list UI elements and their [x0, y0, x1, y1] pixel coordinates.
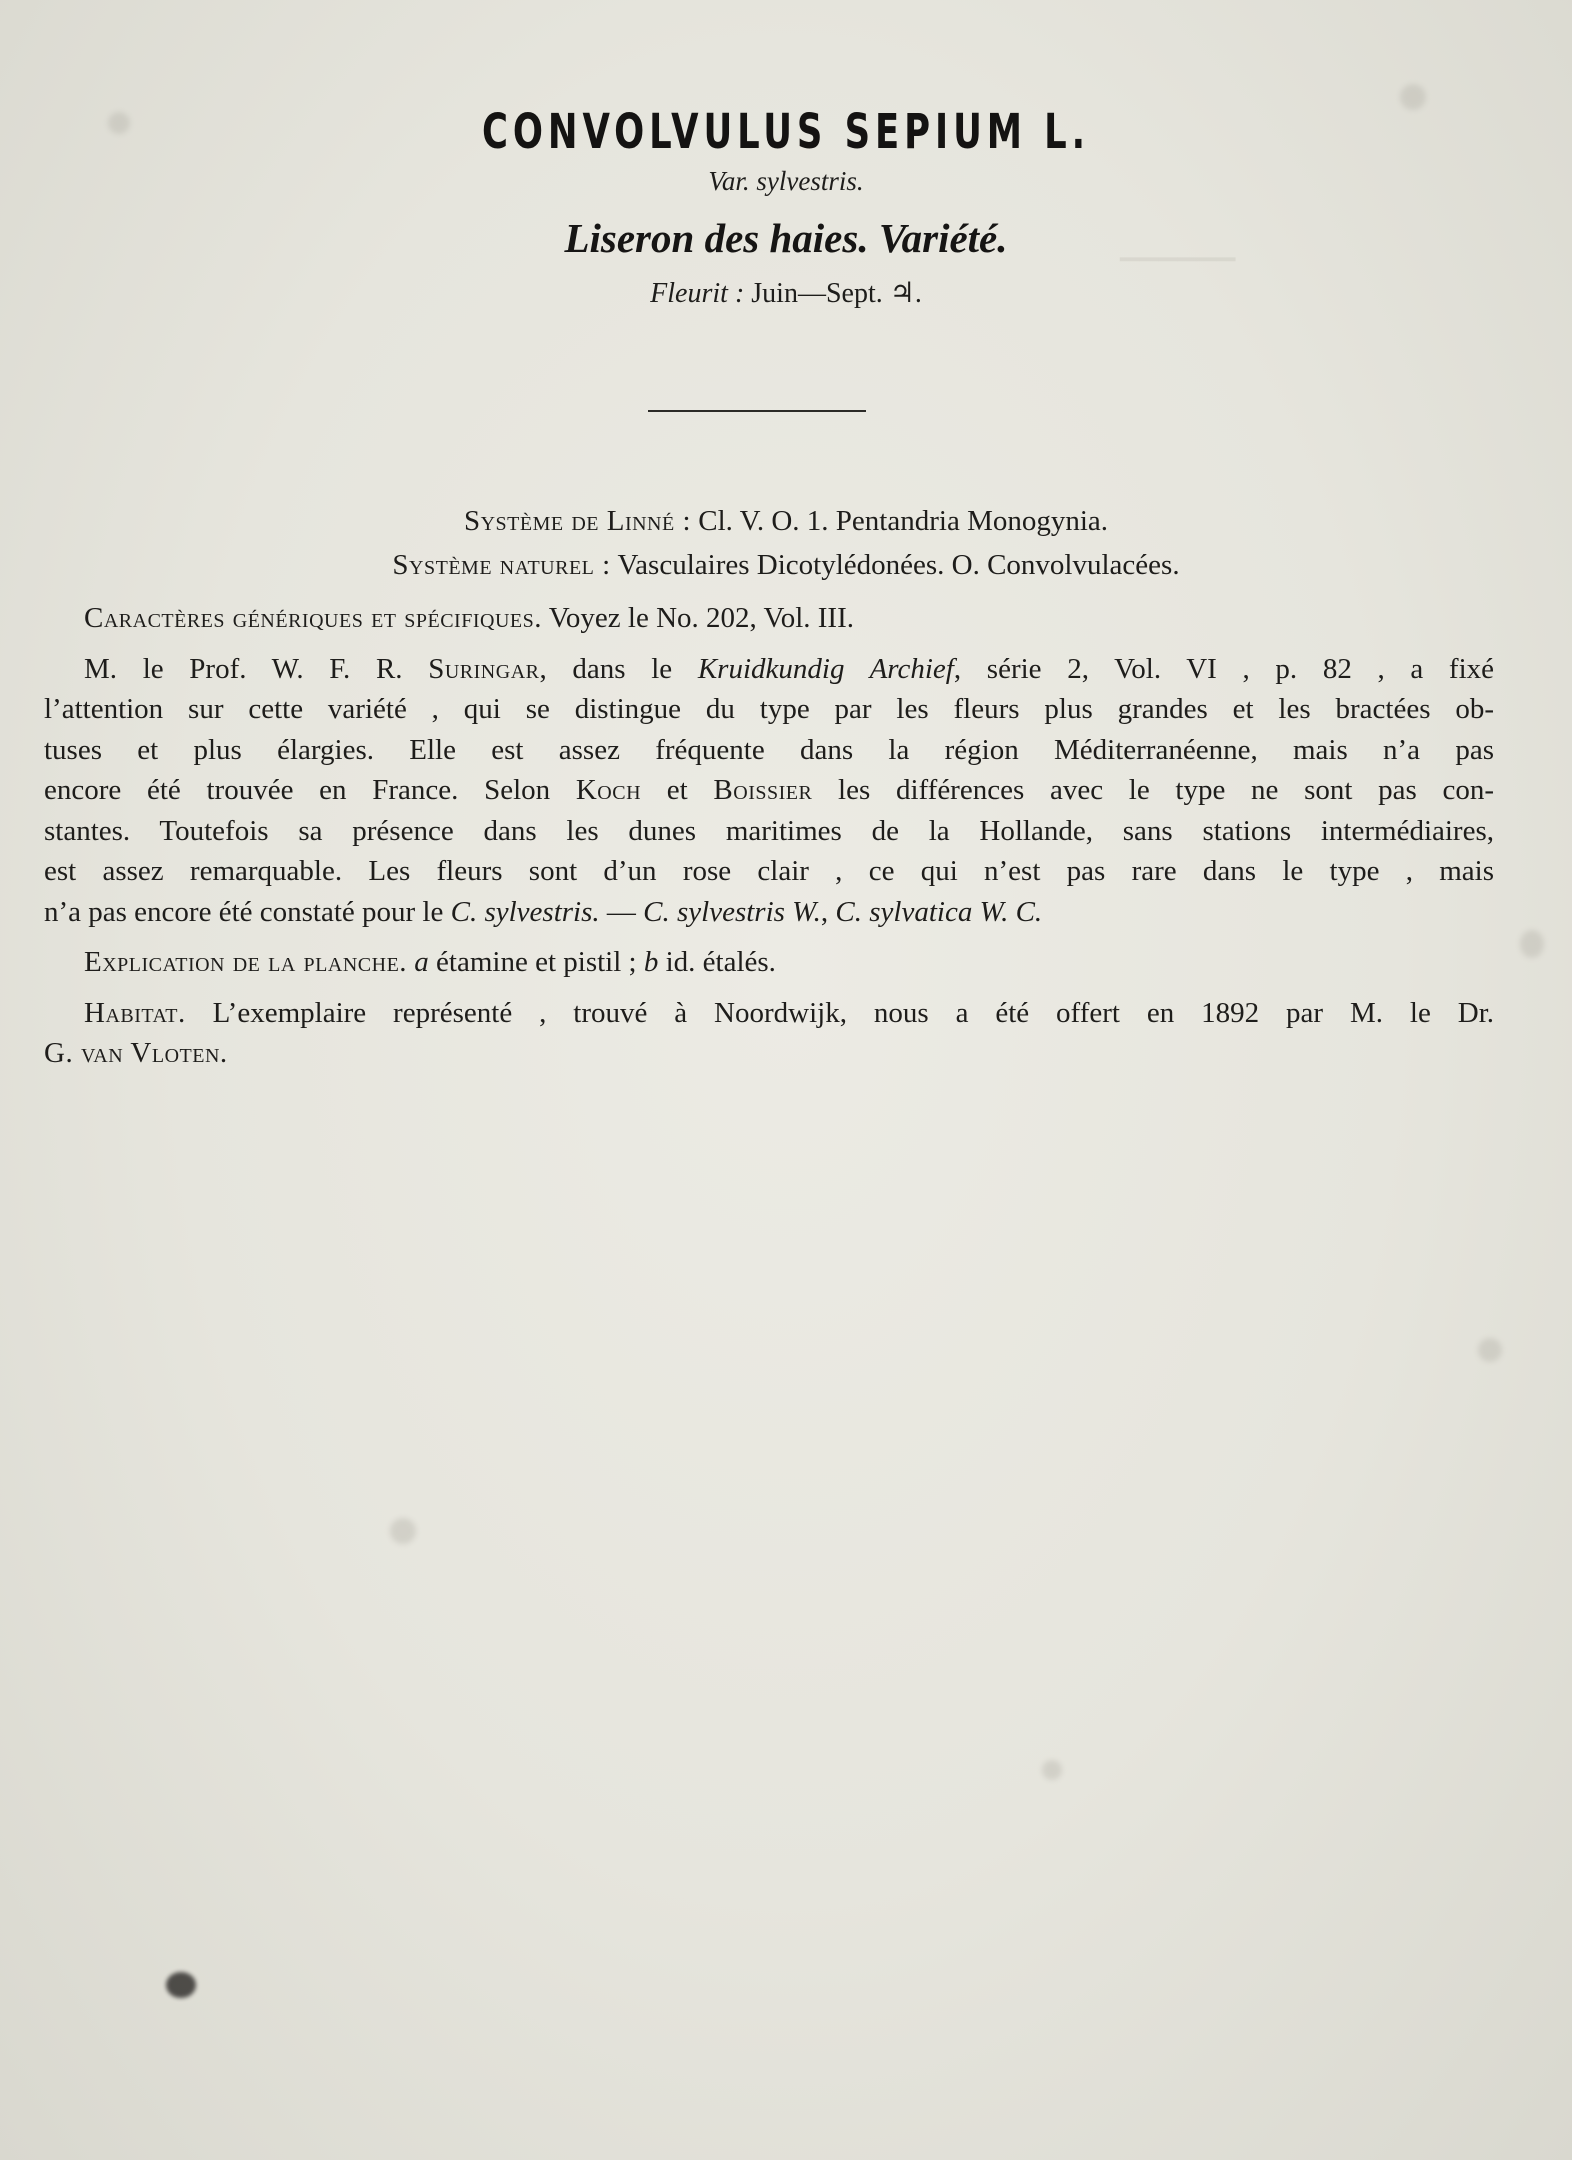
bleed-through: ▁▁▁▁▁▁ [1120, 234, 1236, 261]
text-run: , série 2, Vol. VI , p. 82 , a fixé [953, 652, 1495, 685]
caracteres-paragraph [44, 598, 1494, 639]
linne-label: Système de Linné : [463, 505, 692, 537]
text-run: — [606, 895, 636, 928]
divider [648, 410, 866, 412]
text-run: M. le Prof. W. F. R. [84, 652, 403, 685]
text-run: et [666, 774, 688, 806]
author-name: Boissier [713, 774, 813, 806]
figure-letter-a: a [414, 946, 429, 978]
paper-spot [1478, 1338, 1502, 1362]
text-line [44, 649, 1494, 690]
figure-b-text: id. étalés. [665, 946, 776, 978]
paper-spot [1042, 1760, 1062, 1780]
caracteres-value: Voyez le No. 202, Vol. III. [548, 602, 854, 634]
description-paragraph [44, 649, 1494, 933]
text-run: les différences avec le type ne sont pas con- [838, 774, 1495, 806]
text-run: n’a pas encore été constaté pour le [44, 895, 444, 928]
text-run: encore été trouvée en France. Selon [44, 774, 551, 806]
species-name: C. sylvestris. [450, 895, 600, 928]
figure-letter-b: b [643, 946, 659, 978]
body-text [44, 598, 1494, 1074]
explication-paragraph [44, 942, 1494, 983]
species-name: C. sylvatica W. C. [835, 895, 1043, 928]
flowering-period [0, 276, 1572, 310]
paper-spot [108, 112, 130, 134]
naturel-value: Vasculaires Dicotylédonées. O. Convolvulacées. [617, 549, 1180, 581]
caracteres-label: Caractères génériques et spécifiques. [84, 602, 542, 634]
explication-label: Explication de la planche. [84, 946, 408, 978]
text-run: , dans le [539, 652, 673, 685]
text-line: tuses et plus élargies. Elle est assez fréquente dans la région Méditerranéenne, mais n’a pas [44, 733, 1494, 766]
natural-system [0, 549, 1572, 582]
linne-value: Cl. V. O. 1. Pentandria Monogynia. [698, 505, 1109, 537]
text-line [44, 993, 1494, 1034]
author-name: Koch [575, 774, 642, 806]
species-name: C. sylvestris W. [643, 895, 821, 928]
flowering-label: Fleurit : [650, 278, 745, 309]
ink-blot [166, 1972, 196, 1998]
paper-spot [390, 1518, 416, 1544]
journal-title: Kruidkundig Archief [697, 652, 954, 685]
text-line [44, 892, 1494, 933]
linne-system [0, 505, 1572, 538]
naturel-label: Système naturel : [392, 549, 611, 581]
text-run: , [820, 895, 829, 928]
text-line: est assez remarquable. Les fleurs sont d’un rose clair , ce qui n’est pas rare dans le type , mais [44, 855, 1494, 887]
habitat-paragraph [44, 993, 1494, 1074]
french-name: Liseron des haies. Variété. [564, 215, 1008, 261]
text-line: l’attention sur cette variété , qui se distingue du type par les fleurs plus grandes et les bractées ob- [44, 693, 1494, 725]
page-title: CONVOLVULUS SEPIUM L. [481, 104, 1091, 160]
text-line [44, 770, 1494, 811]
author-name: Suringar [428, 652, 540, 685]
variety-name: Var. sylvestris. [708, 166, 864, 196]
flowering-value: Juin—Sept. ♃. [751, 278, 922, 309]
donor-name: G. van Vloten. [44, 1037, 228, 1069]
paper-spot [1520, 930, 1544, 958]
habitat-label: Habitat. [84, 996, 186, 1029]
text-line: stantes. Toutefois sa présence dans les dunes maritimes de la Hollande, sans stations intermédiaires, [44, 814, 1494, 847]
figure-a-text: étamine et pistil ; [436, 946, 637, 978]
text-run: L’exemplaire représenté , trouvé à Noordwijk, nous a été offert en 1892 par M. le Dr. [212, 996, 1495, 1029]
